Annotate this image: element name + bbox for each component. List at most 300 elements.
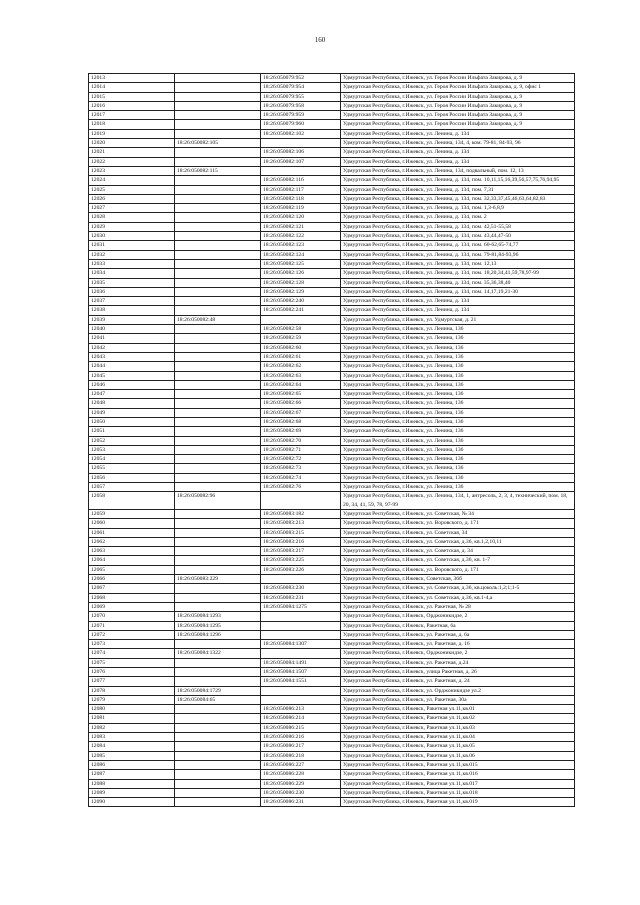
address-cell: Удмуртская Республика, г.Ижевск, ул. Ленина, д. 134, пом. 2: [341, 213, 575, 222]
address-cell: Удмуртская Республика, г.Ижевск, ул. Ленина, 136: [341, 362, 575, 371]
land-parcel-cell: [175, 565, 261, 574]
address-cell: Удмуртская Республика, г.Ижевск, ул. Ленина, д. 134, пом. 7,31: [341, 185, 575, 194]
building-cell: 18:26:050086:227: [261, 760, 341, 769]
land-parcel-cell: [175, 120, 261, 129]
table-row: [89, 148, 575, 157]
table-row: [89, 101, 575, 110]
building-cell: [261, 139, 341, 148]
land-parcel-cell: [175, 334, 261, 343]
address-cell: Удмуртская Республика, г.Ижевск, ул. Героя России Ильфата Закирова, д. 9, офис 1: [341, 83, 575, 92]
land-parcel-cell: [175, 705, 261, 714]
land-parcel-cell: [175, 352, 261, 361]
building-cell: 18:26:050082:72: [261, 455, 341, 464]
land-parcel-cell: [175, 380, 261, 389]
building-cell: 18:26:050082:122: [261, 232, 341, 241]
address-cell: Удмуртская Республика, г.Ижевск, ул. Ленина, 136: [341, 325, 575, 334]
row-number-cell: 12080: [89, 705, 175, 714]
land-parcel-cell: [175, 101, 261, 110]
land-parcel-cell: 18:26:050082:48: [175, 315, 261, 324]
land-parcel-cell: [175, 287, 261, 296]
table-row: [89, 120, 575, 129]
building-cell: 18:26:050082:64: [261, 380, 341, 389]
row-number-cell: 12043: [89, 352, 175, 361]
building-cell: 18:26:050082:241: [261, 306, 341, 315]
address-cell: Удмуртская Республика, г.Ижевск, ул. Ленина, д. 134, пом. 79-81,84-93,96: [341, 250, 575, 259]
table-row: [89, 185, 575, 194]
land-parcel-cell: [175, 213, 261, 222]
row-number-cell: 12022: [89, 157, 175, 166]
table-row: [89, 362, 575, 371]
building-cell: 18:26:050082:118: [261, 194, 341, 203]
address-cell: Удмуртская Республика, г.Ижевск, ул. Советская, д.36, кв.1-4,а: [341, 593, 575, 602]
land-parcel-cell: [175, 483, 261, 492]
address-cell: Удмуртская Республика, г.Ижевск, Орджоникидзе, 2: [341, 612, 575, 621]
row-number-cell: 12016: [89, 101, 175, 110]
address-cell: Удмуртская Республика, г.Ижевск, ул. Ленина, 136: [341, 473, 575, 482]
building-cell: 18:26:050086:215: [261, 723, 341, 732]
row-number-cell: 12042: [89, 343, 175, 352]
land-parcel-cell: [175, 232, 261, 241]
address-cell: Удмуртская Республика, г.Ижевск, ул. Ленина, 136: [341, 483, 575, 492]
building-cell: 18:26:050082:102: [261, 129, 341, 138]
address-cell: Удмуртская Республика, г.Ижевск, ул. Ленина, 136: [341, 334, 575, 343]
table-row: [89, 584, 575, 593]
row-number-cell: 12090: [89, 798, 175, 807]
land-parcel-cell: [175, 547, 261, 556]
row-number-cell: 12066: [89, 575, 175, 584]
row-number-cell: 12038: [89, 306, 175, 315]
row-number-cell: 12036: [89, 287, 175, 296]
building-cell: 18:26:050082:61: [261, 352, 341, 361]
address-cell: Удмуртская Республика, г.Ижевск, Ракетная ул.11,кв.016: [341, 770, 575, 779]
table-row: [89, 455, 575, 464]
row-number-cell: 12062: [89, 537, 175, 546]
address-cell: Удмуртская Республика, г.Ижевск, Ракетная ул.11,кв.019: [341, 798, 575, 807]
land-parcel-cell: [175, 464, 261, 473]
row-number-cell: 12045: [89, 371, 175, 380]
table-row: [89, 464, 575, 473]
row-number-cell: 12047: [89, 390, 175, 399]
table-row: [89, 306, 575, 315]
land-parcel-cell: [175, 148, 261, 157]
table-row: [89, 129, 575, 138]
land-parcel-cell: [175, 602, 261, 611]
row-number-cell: 12027: [89, 204, 175, 213]
building-cell: 18:26:050086:230: [261, 788, 341, 797]
row-number-cell: 12031: [89, 241, 175, 250]
land-parcel-cell: [175, 779, 261, 788]
land-parcel-cell: [175, 473, 261, 482]
table-row: [89, 74, 575, 83]
table-row: [89, 250, 575, 259]
address-cell: Удмуртская Республика, г.Ижевск, ул. Ленина, 136: [341, 371, 575, 380]
row-number-cell: 12026: [89, 194, 175, 203]
land-parcel-cell: [175, 371, 261, 380]
table-row: [89, 658, 575, 667]
table-row: [89, 483, 575, 492]
table-row: [89, 325, 575, 334]
row-number-cell: 12075: [89, 658, 175, 667]
table-row: [89, 640, 575, 649]
building-cell: 18:26:050083:215: [261, 528, 341, 537]
address-cell: Удмуртская Республика, г.Ижевск, ул. Ракетная, д. 16: [341, 640, 575, 649]
address-cell: Удмуртская Республика, г.Ижевск, ул. Ракетная, № 28: [341, 602, 575, 611]
land-parcel-cell: [175, 390, 261, 399]
land-parcel-cell: [175, 427, 261, 436]
land-parcel-cell: [175, 222, 261, 231]
building-cell: 18:26:050086:229: [261, 779, 341, 788]
building-cell: [261, 621, 341, 630]
building-cell: 18:26:050084:1275: [261, 602, 341, 611]
table-row: [89, 157, 575, 166]
building-cell: [261, 575, 341, 584]
table-row: [89, 612, 575, 621]
row-number-cell: 12040: [89, 325, 175, 334]
land-parcel-cell: [175, 343, 261, 352]
address-cell: Удмуртская Республика, г.Ижевск, ул. Ракетная, д. 6а: [341, 630, 575, 639]
land-parcel-cell: [175, 176, 261, 185]
land-parcel-cell: [175, 129, 261, 138]
table-row: [89, 649, 575, 658]
building-cell: 18:26:050082:116: [261, 176, 341, 185]
address-cell: Удмуртская Республика, г.Ижевск, ул. Героя России Ильфата Закирова, д. 9: [341, 101, 575, 110]
table-row: [89, 278, 575, 287]
building-cell: 18:26:050083:225: [261, 556, 341, 565]
table-row: [89, 751, 575, 760]
building-cell: 18:26:050082:71: [261, 445, 341, 454]
address-cell: Удмуртская Республика, г.Ижевск, ул. Ленина, д. 134, пом. 1,3-6,8,9: [341, 204, 575, 213]
land-parcel-cell: 18:26:050083:229: [175, 575, 261, 584]
land-parcel-cell: [175, 584, 261, 593]
address-cell: Удмуртская Республика, г.Ижевск, ул. Ленина, д. 134, пом. 10,11,15,16,39,56,57,75,76,94,95: [341, 176, 575, 185]
land-parcel-cell: [175, 306, 261, 315]
building-cell: 18:26:050082:106: [261, 148, 341, 157]
table-row: [89, 760, 575, 769]
row-number-cell: 12072: [89, 630, 175, 639]
table-row: [89, 714, 575, 723]
address-cell: Удмуртская Республика, г.Ижевск, ул. Героя России Ильфата Закирова, д. 9: [341, 120, 575, 129]
row-number-cell: 12065: [89, 565, 175, 574]
building-cell: 18:26:050083:213: [261, 519, 341, 528]
land-parcel-cell: [175, 445, 261, 454]
table-row: [89, 352, 575, 361]
row-number-cell: 12076: [89, 668, 175, 677]
row-number-cell: 12044: [89, 362, 175, 371]
building-cell: 18:26:050082:65: [261, 390, 341, 399]
address-cell: Удмуртская Республика, г.Ижевск, ул. Удмуртская, д. 21: [341, 315, 575, 324]
building-cell: 18:26:050083:182: [261, 509, 341, 518]
land-parcel-cell: [175, 185, 261, 194]
land-parcel-cell: [175, 204, 261, 213]
table-row: [89, 677, 575, 686]
land-parcel-cell: [175, 640, 261, 649]
building-cell: 18:26:050079:954: [261, 83, 341, 92]
row-number-cell: 12030: [89, 232, 175, 241]
table-row: [89, 492, 575, 510]
building-cell: 18:26:050082:120: [261, 213, 341, 222]
table-row: [89, 232, 575, 241]
land-parcel-cell: [175, 157, 261, 166]
land-parcel-cell: [175, 194, 261, 203]
building-cell: 18:26:050082:76: [261, 483, 341, 492]
land-parcel-cell: [175, 83, 261, 92]
building-cell: 18:26:050086:231: [261, 798, 341, 807]
row-number-cell: 12015: [89, 92, 175, 101]
address-cell: Удмуртская Республика, г.Ижевск, ул. Ленина, 136: [341, 417, 575, 426]
building-cell: 18:26:050083:231: [261, 593, 341, 602]
table-row: [89, 770, 575, 779]
row-number-cell: 12078: [89, 686, 175, 695]
address-cell: Удмуртская Республика, г.Ижевск, ул. Советская, д.36, кв.1,2,10,11: [341, 537, 575, 546]
row-number-cell: 12034: [89, 269, 175, 278]
building-cell: 18:26:050082:73: [261, 464, 341, 473]
building-cell: 18:26:050086:214: [261, 714, 341, 723]
address-cell: Удмуртская Республика, г.Ижевск, ул. Ленина, 136: [341, 436, 575, 445]
building-cell: 18:26:050082:74: [261, 473, 341, 482]
table-row: [89, 269, 575, 278]
table-row: [89, 222, 575, 231]
row-number-cell: 12054: [89, 455, 175, 464]
row-number-cell: 12049: [89, 408, 175, 417]
table-row: [89, 176, 575, 185]
row-number-cell: 12033: [89, 259, 175, 268]
building-cell: 18:26:050086:218: [261, 751, 341, 760]
land-parcel-cell: [175, 593, 261, 602]
land-parcel-cell: [175, 74, 261, 83]
land-parcel-cell: [175, 399, 261, 408]
land-parcel-cell: 18:26:050084:1295: [175, 621, 261, 630]
table-row: [89, 565, 575, 574]
row-number-cell: 12070: [89, 612, 175, 621]
building-cell: 18:26:050086:213: [261, 705, 341, 714]
row-number-cell: 12046: [89, 380, 175, 389]
building-cell: 18:26:050079:959: [261, 111, 341, 120]
table-row: [89, 723, 575, 732]
row-number-cell: 12052: [89, 436, 175, 445]
building-cell: 18:26:050082:67: [261, 408, 341, 417]
table-row: [89, 139, 575, 148]
table-row: [89, 390, 575, 399]
row-number-cell: 12018: [89, 120, 175, 129]
building-cell: 18:26:050082:68: [261, 417, 341, 426]
address-cell: Удмуртская Республика, г.Ижевск, ул. Ленина, 136: [341, 399, 575, 408]
land-parcel-cell: 18:26:050082:105: [175, 139, 261, 148]
building-cell: 18:26:050082:107: [261, 157, 341, 166]
land-parcel-cell: [175, 269, 261, 278]
row-number-cell: 12089: [89, 788, 175, 797]
table-row: [89, 473, 575, 482]
address-cell: Удмуртская Республика, г.Ижевск, ул. Ленина, д. 134: [341, 129, 575, 138]
land-parcel-cell: [175, 325, 261, 334]
land-parcel-cell: [175, 436, 261, 445]
row-number-cell: 12019: [89, 129, 175, 138]
address-cell: Удмуртская Республика, г.Ижевск, ул. Героя России Ильфата Закирова, д. 9: [341, 74, 575, 83]
row-number-cell: 12088: [89, 779, 175, 788]
table-row: [89, 779, 575, 788]
table-row: [89, 602, 575, 611]
row-number-cell: 12014: [89, 83, 175, 92]
table-row: [89, 213, 575, 222]
land-parcel-cell: [175, 417, 261, 426]
address-cell: Удмуртская Республика, г.Ижевск, ул. Ракетная, д. 24: [341, 677, 575, 686]
building-cell: [261, 492, 341, 510]
building-cell: [261, 612, 341, 621]
table-body: [89, 74, 575, 807]
table-row: [89, 668, 575, 677]
table-row: [89, 380, 575, 389]
building-cell: 18:26:050086:216: [261, 733, 341, 742]
row-number-cell: 12064: [89, 556, 175, 565]
table-row: [89, 204, 575, 213]
land-parcel-cell: 18:26:050084:1729: [175, 686, 261, 695]
row-number-cell: 12013: [89, 74, 175, 83]
address-cell: Удмуртская Республика, г.Ижевск, ул. Ленина, д. 134: [341, 148, 575, 157]
row-number-cell: 12087: [89, 770, 175, 779]
land-parcel-cell: [175, 723, 261, 732]
table-row: [89, 166, 575, 175]
page-number: 160: [314, 36, 326, 44]
address-cell: Удмуртская Республика, г.Ижевск, Ракетная ул.11,кв.015: [341, 760, 575, 769]
table-row: [89, 528, 575, 537]
address-cell: Удмуртская Республика, г.Ижевск, ул. Ленина, д. 134, пом. 18,20,34,41,59,78,97-99: [341, 269, 575, 278]
land-parcel-cell: [175, 798, 261, 807]
land-parcel-cell: [175, 668, 261, 677]
building-cell: 18:26:050079:955: [261, 92, 341, 101]
row-number-cell: 12081: [89, 714, 175, 723]
building-cell: 18:26:050082:66: [261, 399, 341, 408]
building-cell: 18:26:050084:1491: [261, 658, 341, 667]
table-row: [89, 92, 575, 101]
address-cell: Удмуртская Республика, г.Ижевск, ул. Героя России Ильфата Закирова, д. 9: [341, 92, 575, 101]
address-cell: Удмуртская Республика, г.Ижевск, ул. Ленина, 134, 1, антресоль, 2, 3, 4, технический, пом. 18, 20, 34, 41, 59, 78, 97-99: [341, 492, 575, 510]
row-number-cell: 12020: [89, 139, 175, 148]
building-cell: 18:26:050084:1307: [261, 640, 341, 649]
building-cell: 18:26:050082:62: [261, 362, 341, 371]
table-row: [89, 241, 575, 250]
address-cell: Удмуртская Республика, г.Ижевск, ул. Ракетная, 30а: [341, 695, 575, 704]
table-row: [89, 593, 575, 602]
table-row: [89, 630, 575, 639]
building-cell: 18:26:050082:60: [261, 343, 341, 352]
table-row: [89, 705, 575, 714]
address-cell: Удмуртская Республика, г.Ижевск, Ракетная ул.11,кв.04: [341, 733, 575, 742]
table-row: [89, 427, 575, 436]
table-row: [89, 417, 575, 426]
row-number-cell: 12086: [89, 760, 175, 769]
row-number-cell: 12067: [89, 584, 175, 593]
land-parcel-cell: [175, 658, 261, 667]
land-parcel-cell: [175, 259, 261, 268]
row-number-cell: 12057: [89, 483, 175, 492]
land-parcel-cell: [175, 770, 261, 779]
table-row: [89, 343, 575, 352]
row-number-cell: 12041: [89, 334, 175, 343]
table-row: [89, 575, 575, 584]
address-cell: Удмуртская Республика, г.Ижевск, Ракетная ул.11,кв.017: [341, 779, 575, 788]
building-cell: 18:26:050079:952: [261, 74, 341, 83]
row-number-cell: 12058: [89, 492, 175, 510]
building-cell: 18:26:050082:117: [261, 185, 341, 194]
address-cell: Удмуртская Республика, г.Ижевск, ул. Ленина, д. 134, пом. 14,17,19,21-30: [341, 287, 575, 296]
address-cell: Удмуртская Республика, г.Ижевск, ул. Ленина, 136: [341, 380, 575, 389]
building-cell: 18:26:050086:217: [261, 742, 341, 751]
land-parcel-cell: [175, 742, 261, 751]
building-cell: [261, 166, 341, 175]
table-row: [89, 733, 575, 742]
address-cell: Удмуртская Республика, г.Ижевск, ул. Советская, д. 34: [341, 547, 575, 556]
land-parcel-cell: 18:26:050082:115: [175, 166, 261, 175]
table-row: [89, 537, 575, 546]
land-parcel-cell: [175, 677, 261, 686]
address-cell: Удмуртская Республика, г.Ижевск, ул. Ленина, д. 134, пом. 43,44,47-50: [341, 232, 575, 241]
land-parcel-cell: [175, 528, 261, 537]
building-cell: 18:26:050083:230: [261, 584, 341, 593]
table-row: [89, 334, 575, 343]
land-parcel-cell: [175, 509, 261, 518]
address-cell: Удмуртская Республика, г.Ижевск, Ракетная, 6а: [341, 621, 575, 630]
row-number-cell: 12055: [89, 464, 175, 473]
land-parcel-cell: [175, 537, 261, 546]
building-cell: [261, 695, 341, 704]
building-cell: 18:26:050082:119: [261, 204, 341, 213]
address-cell: Удмуртская Республика, г.Ижевск, ул. Ленина, д. 134: [341, 306, 575, 315]
row-number-cell: 12048: [89, 399, 175, 408]
land-parcel-cell: [175, 92, 261, 101]
building-cell: 18:26:050082:70: [261, 436, 341, 445]
address-cell: Удмуртская Республика, г.Ижевск, ул. Ленина, д. 134, пом. 60-62,65-74,77: [341, 241, 575, 250]
table-row: [89, 686, 575, 695]
row-number-cell: 12063: [89, 547, 175, 556]
building-cell: [261, 649, 341, 658]
land-parcel-cell: [175, 760, 261, 769]
land-parcel-cell: [175, 408, 261, 417]
row-number-cell: 12068: [89, 593, 175, 602]
address-cell: Удмуртская Республика, г.Ижевск, ул. Ленина, 136: [341, 427, 575, 436]
address-cell: Удмуртская Республика, г.Ижевск, ул. Советская, д.36, кв.цоколь:1,2;1;1-5: [341, 584, 575, 593]
address-cell: Удмуртская Республика, г.Ижевск, ул. Ленина, 136: [341, 445, 575, 454]
registry-table: [88, 73, 575, 807]
building-cell: [261, 686, 341, 695]
building-cell: 18:26:050082:126: [261, 269, 341, 278]
land-parcel-cell: [175, 788, 261, 797]
building-cell: 18:26:050082:69: [261, 427, 341, 436]
address-cell: Удмуртская Республика, г.Ижевск, ул. Ленина, 136: [341, 464, 575, 473]
building-cell: 18:26:050083:226: [261, 565, 341, 574]
address-cell: Удмуртская Республика, г.Ижевск, ул. Ленина, д. 134, пом. 12,13: [341, 259, 575, 268]
row-number-cell: 12021: [89, 148, 175, 157]
table-row: [89, 259, 575, 268]
row-number-cell: 12074: [89, 649, 175, 658]
address-cell: Удмуртская Республика, г.Ижевск, улица Ракетная, д. 26: [341, 668, 575, 677]
address-cell: Удмуртская Республика, г.Ижевск, ул. Ленина, д. 134, пом. 35,36,38,40: [341, 278, 575, 287]
table-row: [89, 371, 575, 380]
table-row: [89, 509, 575, 518]
building-cell: 18:26:050082:58: [261, 325, 341, 334]
building-cell: 18:26:050082:124: [261, 250, 341, 259]
address-cell: Удмуртская Республика, г.Ижевск, ул. Ленина, 134, подвальный, пом. 12, 13: [341, 166, 575, 175]
row-number-cell: 12056: [89, 473, 175, 482]
address-cell: Удмуртская Республика, г.Ижевск, Ракетная ул.11,кв.05: [341, 742, 575, 751]
land-parcel-cell: [175, 455, 261, 464]
row-number-cell: 12050: [89, 417, 175, 426]
table-row: [89, 798, 575, 807]
row-number-cell: 12061: [89, 528, 175, 537]
address-cell: Удмуртская Республика, г.Ижевск, ул. Ленина, 136: [341, 455, 575, 464]
table-row: [89, 408, 575, 417]
building-cell: 18:26:050079:960: [261, 120, 341, 129]
address-cell: Удмуртская Республика, г.Ижевск, ул. Воровского, д. 171: [341, 565, 575, 574]
address-cell: Удмуртская Республика, г.Ижевск, Орджоникидзе, 2: [341, 649, 575, 658]
